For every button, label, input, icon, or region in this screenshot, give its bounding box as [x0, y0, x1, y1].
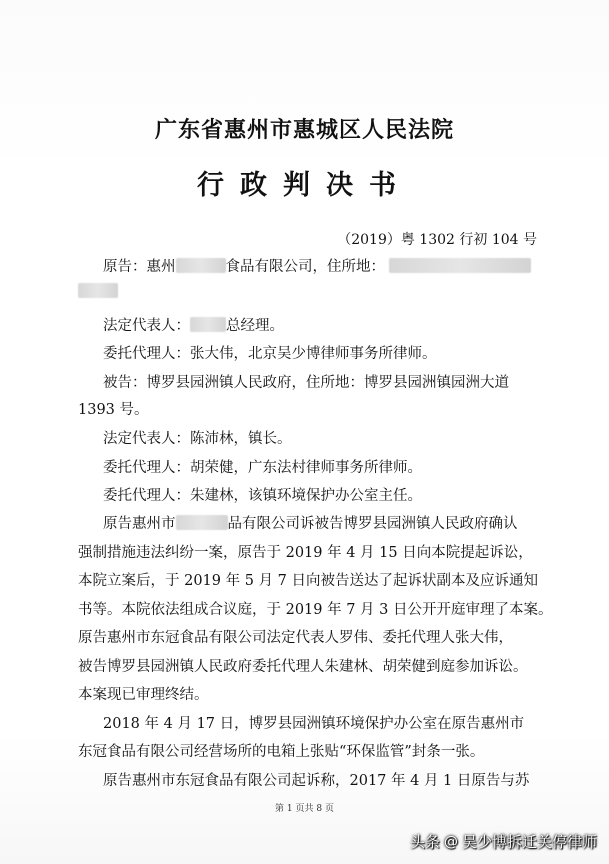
plaintiff-label: 原告：: [103, 259, 147, 275]
legal-rep-label: 法定代表人：: [103, 318, 190, 334]
text-segment: 原告惠州市: [103, 516, 176, 532]
case-number: （2019）粤 1302 行初 104 号: [337, 232, 537, 248]
plaintiff-agent: 委托代理人：张大伟，北京吴少博律师事务所律师。: [103, 346, 437, 362]
watermark: [410, 831, 597, 852]
defendant-line: 被告：博罗县园洲镇人民政府，住所地：博罗县园洲镇园洲大道: [103, 375, 509, 391]
paragraph-1-line-3: 本院立案后，于 2019 年 5 月 7 日向被告送达了起诉状副本及应诉通知: [78, 573, 539, 589]
document-type-title: 行政判决书: [197, 170, 412, 201]
defendant-agent-1: 委托代理人：胡荣健，广东法村律师事务所律师。: [103, 460, 422, 476]
defendant-line-continuation: 1393 号。: [78, 402, 149, 418]
paragraph-1-line-6: 被告博罗县园洲镇人民政府委托代理人朱建林、胡荣健到庭参加诉讼。: [78, 659, 528, 675]
paragraph-2-line-2: 东冠食品有限公司经营场所的电箱上张贴“环保监管”封条一张。: [78, 744, 485, 760]
plaintiff-name-end: 食品有限公司，住所地：: [225, 259, 385, 275]
paragraph-1-line-1: [103, 514, 518, 534]
plaintiff-name-start: 惠州: [146, 259, 176, 275]
redaction-block: [389, 258, 531, 273]
paragraph-1-line-2: 强制措施违法纠纷一案，原告于 2019 年 4 月 15 日向本院提起诉讼，: [78, 545, 533, 561]
plaintiff-legal-rep: [103, 316, 284, 336]
court-name: 广东省惠州市惠城区人民法院: [154, 117, 454, 143]
legal-rep-title: 总经理。: [226, 318, 284, 334]
at-icon: @: [443, 833, 458, 850]
redaction-block: [78, 283, 118, 298]
redaction-block: [176, 515, 228, 530]
paragraph-2-line-1: 2018 年 4 月 17 日，博罗县园洲镇环境保护办公室在原告惠州市: [103, 716, 525, 732]
plaintiff-line: [103, 257, 531, 277]
redaction-block: [176, 258, 226, 273]
watermark-prefix: 头条: [409, 833, 440, 851]
defendant-legal-rep: 法定代表人：陈沛林，镇长。: [103, 431, 292, 447]
defendant-agent-2: 委托代理人：朱建林，该镇环境保护办公室主任。: [103, 488, 422, 504]
paragraph-1-line-5: 原告惠州市东冠食品有限公司法定代表人罗伟、委托代理人张大伟，: [78, 630, 513, 646]
paragraph-1-line-7: 本案现已审理终结。: [78, 687, 209, 703]
page-number: 第 1 页共 8 页: [275, 804, 334, 814]
paragraph-1-line-4: 书等。本院依法组成合议庭，于 2019 年 7 月 3 日公开开庭审理了本案。: [78, 602, 553, 618]
watermark-author: 吴少博拆迁关停律师: [461, 833, 597, 851]
redaction-block: [190, 317, 226, 332]
plaintiff-address-continuation: [78, 282, 118, 302]
text-segment: 品有限公司诉被告博罗县园洲镇人民政府确认: [227, 516, 518, 532]
paragraph-3-line-1: 原告惠州市东冠食品有限公司起诉称，2017 年 4 月 1 日原告与苏: [103, 773, 530, 789]
